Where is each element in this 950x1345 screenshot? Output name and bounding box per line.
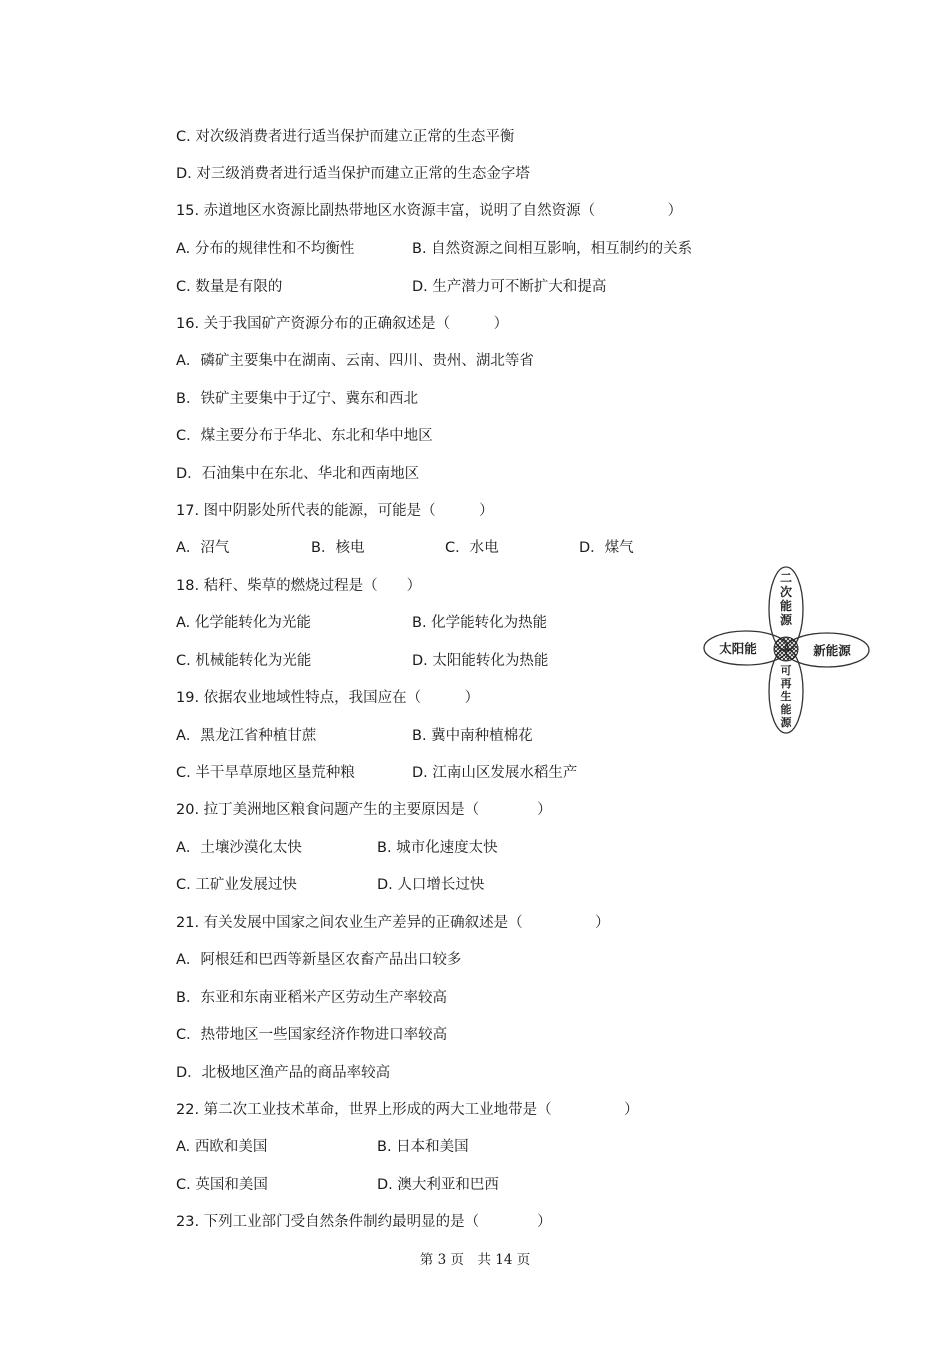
question-20: 20. 拉丁美洲地区粮食问题产生的主要原因是（ ） <box>176 802 552 818</box>
q16-option-c: C．煤主要分布于华北、东北和华中地区 <box>176 428 433 444</box>
q17-option-c: C．水电 <box>445 540 499 556</box>
question-23: 23. 下列工业部门受自然条件制约最明显的是（ ） <box>176 1214 552 1230</box>
top-char-2: 次 <box>779 585 793 599</box>
q16-option-b: B．铁矿主要集中于辽宁、冀东和西北 <box>176 391 418 407</box>
question-16: 16. 关于我国矿产资源分布的正确叙述是（ ） <box>176 316 509 332</box>
right-label: 新能源 <box>813 643 851 658</box>
question-19: 19. 依据农业地域性特点，我国应在（ ） <box>176 690 480 706</box>
question-21: 21. 有关发展中国家之间农业生产差异的正确叙述是（ ） <box>176 915 610 931</box>
q19-option-b: B. 冀中南种植棉花 <box>412 728 533 744</box>
q20-option-c: C. 工矿业发展过快 <box>176 877 297 893</box>
q22-option-a: A. 西欧和美国 <box>176 1139 268 1155</box>
q17-option-d: D．煤气 <box>579 540 634 556</box>
q18-option-b: B. 化学能转化为热能 <box>412 615 548 631</box>
option-d: D. 对三级消费者进行适当保护而建立正常的生态金字塔 <box>176 166 530 182</box>
q18-option-a: A. 化学能转化为光能 <box>176 615 311 631</box>
bottom-char-1: 可 <box>780 664 792 677</box>
bottom-char-5: 源 <box>780 716 792 729</box>
q20-option-d: D. 人口增长过快 <box>377 877 485 893</box>
top-char-1: 二 <box>779 571 793 585</box>
question-17: 17. 图中阴影处所代表的能源，可能是（ ） <box>176 503 494 519</box>
q22-option-c: C. 英国和美国 <box>176 1177 268 1193</box>
q19-option-a: A．黑龙江省种植甘蔗 <box>176 728 317 744</box>
q17-option-a: A．沼气 <box>176 540 230 556</box>
q15-option-d: D. 生产潜力可不断扩大和提高 <box>412 279 607 295</box>
q16-option-d: D．石油集中在东北、华北和西南地区 <box>176 466 420 482</box>
top-char-4: 源 <box>779 613 793 627</box>
q15-option-c: C. 数量是有限的 <box>176 279 283 295</box>
bottom-char-4: 能 <box>780 703 792 716</box>
q21-option-b: B．东亚和东南亚稻米产区劳动生产率较高 <box>176 990 447 1006</box>
q19-option-d: D. 江南山区发展水稻生产 <box>412 765 578 781</box>
q18-option-c: C. 机械能转化为光能 <box>176 653 312 669</box>
q16-option-a: A．磷矿主要集中在湖南、云南、四川、贵州、湖北等省 <box>176 353 534 369</box>
left-label: 太阳能 <box>719 641 757 656</box>
energy-diagram <box>702 565 872 735</box>
q19-option-c: C. 半干旱草原地区垦荒种粮 <box>176 765 355 781</box>
q18-option-d: D. 太阳能转化为热能 <box>412 653 549 669</box>
q21-option-d: D．北极地区渔产品的商品率较高 <box>176 1065 391 1081</box>
q20-option-a: A．土壤沙漠化太快 <box>176 840 302 856</box>
q15-option-b: B. 自然资源之间相互影响，相互制约的关系 <box>412 241 693 257</box>
top-char-3: 能 <box>779 599 793 613</box>
page-footer: 第 3 页 共 14 页 <box>419 1252 531 1268</box>
shaded-intersection <box>774 637 798 661</box>
q20-option-b: B. 城市化速度太快 <box>377 840 498 856</box>
q21-option-a: A．阿根廷和巴西等新垦区农畜产品出口较多 <box>176 952 462 968</box>
energy-diagram-svg <box>702 565 872 735</box>
question-15: 15. 赤道地区水资源比副热带地区水资源丰富，说明了自然资源（ ） <box>176 203 683 219</box>
option-c: C. 对次级消费者进行适当保护而建立正常的生态平衡 <box>176 129 515 145</box>
q17-option-b: B．核电 <box>311 540 365 556</box>
question-22: 22. 第二次工业技术革命，世界上形成的两大工业地带是（ ） <box>176 1102 639 1118</box>
bottom-char-3: 生 <box>780 690 792 703</box>
q21-option-c: C．热带地区一些国家经济作物进口率较高 <box>176 1027 448 1043</box>
question-18: 18. 秸秆、柴草的燃烧过程是（ ） <box>176 578 422 594</box>
q15-option-a: A. 分布的规律性和不均衡性 <box>176 241 355 257</box>
q22-option-d: D. 澳大利亚和巴西 <box>377 1177 499 1193</box>
bottom-char-2: 再 <box>780 677 792 690</box>
q22-option-b: B. 日本和美国 <box>377 1139 469 1155</box>
